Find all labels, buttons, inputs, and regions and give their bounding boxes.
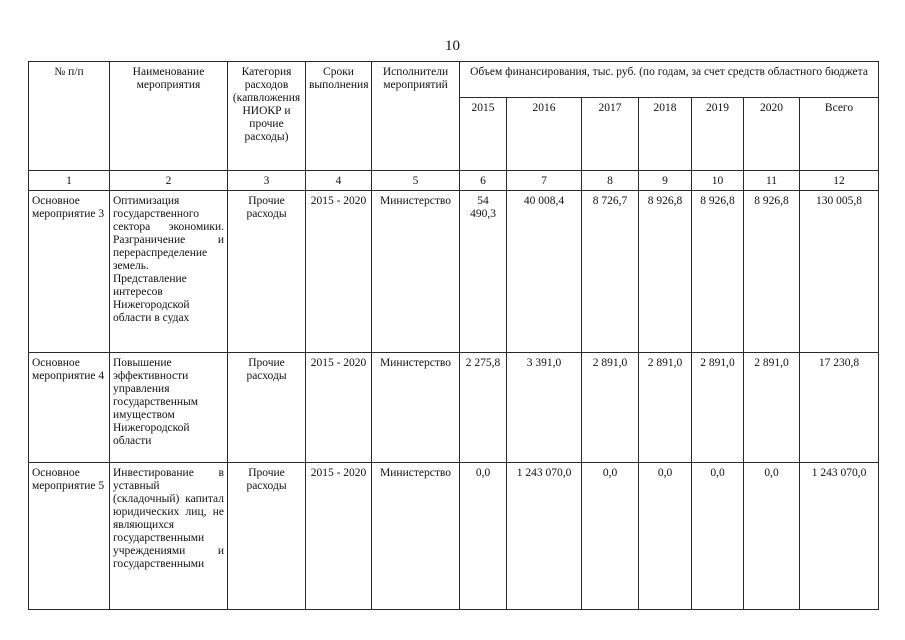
header-year-2020: 2020 <box>744 98 800 171</box>
column-number: 11 <box>744 171 800 191</box>
value-2020: 8 926,8 <box>744 191 800 353</box>
header-name: Наименование мероприятия <box>110 62 228 171</box>
value-2017: 0,0 <box>582 463 639 610</box>
row-category: Прочие расходы <box>228 463 306 610</box>
value-2020: 2 891,0 <box>744 353 800 463</box>
row-period: 2015 - 2020 <box>306 191 372 353</box>
row-period: 2015 - 2020 <box>306 353 372 463</box>
column-number: 12 <box>800 171 879 191</box>
column-number: 2 <box>110 171 228 191</box>
row-executor: Министерство <box>372 463 460 610</box>
value-2015: 0,0 <box>460 463 507 610</box>
header-year-2016: 2016 <box>507 98 582 171</box>
column-number: 8 <box>582 171 639 191</box>
value-2018: 2 891,0 <box>639 353 692 463</box>
value-2015: 54 490,3 <box>460 191 507 353</box>
row-category: Прочие расходы <box>228 191 306 353</box>
row-period: 2015 - 2020 <box>306 463 372 610</box>
value-total: 130 005,8 <box>800 191 879 353</box>
column-number: 1 <box>29 171 110 191</box>
value-2017: 8 726,7 <box>582 191 639 353</box>
header-year-2017: 2017 <box>582 98 639 171</box>
value-2019: 0,0 <box>692 463 744 610</box>
row-number: Основное мероприятие 4 <box>29 353 110 463</box>
column-number: 5 <box>372 171 460 191</box>
value-2015: 2 275,8 <box>460 353 507 463</box>
column-number: 3 <box>228 171 306 191</box>
header-year-2018: 2018 <box>639 98 692 171</box>
row-category: Прочие расходы <box>228 353 306 463</box>
page-number: 10 <box>445 38 460 54</box>
header-year-2015: 2015 <box>460 98 507 171</box>
value-2020: 0,0 <box>744 463 800 610</box>
column-number: 9 <box>639 171 692 191</box>
header-financing: Объем финансирования, тыс. руб. (по годам, за счет средств областного бюджета <box>460 62 879 98</box>
row-number: Основное мероприятие 3 <box>29 191 110 353</box>
value-2016: 3 391,0 <box>507 353 582 463</box>
row-name: Оптимизация государственного сектора экономики. Разграничение и перераспределение земель. Представление интересов Нижегородской области в судах <box>110 191 228 353</box>
value-2019: 2 891,0 <box>692 353 744 463</box>
value-2019: 8 926,8 <box>692 191 744 353</box>
value-2016: 1 243 070,0 <box>507 463 582 610</box>
financing-table <box>28 61 879 610</box>
table-row <box>29 463 879 610</box>
column-number-row <box>29 171 879 191</box>
header-total: Всего <box>800 98 879 171</box>
row-executor: Министерство <box>372 353 460 463</box>
header-period: Сроки выполнения <box>306 62 372 171</box>
header-num: № п/п <box>29 62 110 171</box>
value-total: 17 230,8 <box>800 353 879 463</box>
header-year-2019: 2019 <box>692 98 744 171</box>
column-number: 4 <box>306 171 372 191</box>
value-2016: 40 008,4 <box>507 191 582 353</box>
column-number: 7 <box>507 171 582 191</box>
column-number: 6 <box>460 171 507 191</box>
row-executor: Министерство <box>372 191 460 353</box>
row-name: Повышение эффективности управления государственным имуществом Нижегородской области <box>110 353 228 463</box>
header-row <box>29 62 879 98</box>
table-row <box>29 191 879 353</box>
header-category: Категория расходов (капвложения НИОКР и прочие расходы) <box>228 62 306 171</box>
row-name: Инвестирование в уставный (складочный) капитал юридических лиц, не являющихся государственными учреждениями и государственными <box>110 463 228 610</box>
row-number: Основное мероприятие 5 <box>29 463 110 610</box>
value-2017: 2 891,0 <box>582 353 639 463</box>
column-number: 10 <box>692 171 744 191</box>
table-row <box>29 353 879 463</box>
header-executor: Исполнители мероприятий <box>372 62 460 171</box>
value-total: 1 243 070,0 <box>800 463 879 610</box>
value-2018: 8 926,8 <box>639 191 692 353</box>
value-2018: 0,0 <box>639 463 692 610</box>
